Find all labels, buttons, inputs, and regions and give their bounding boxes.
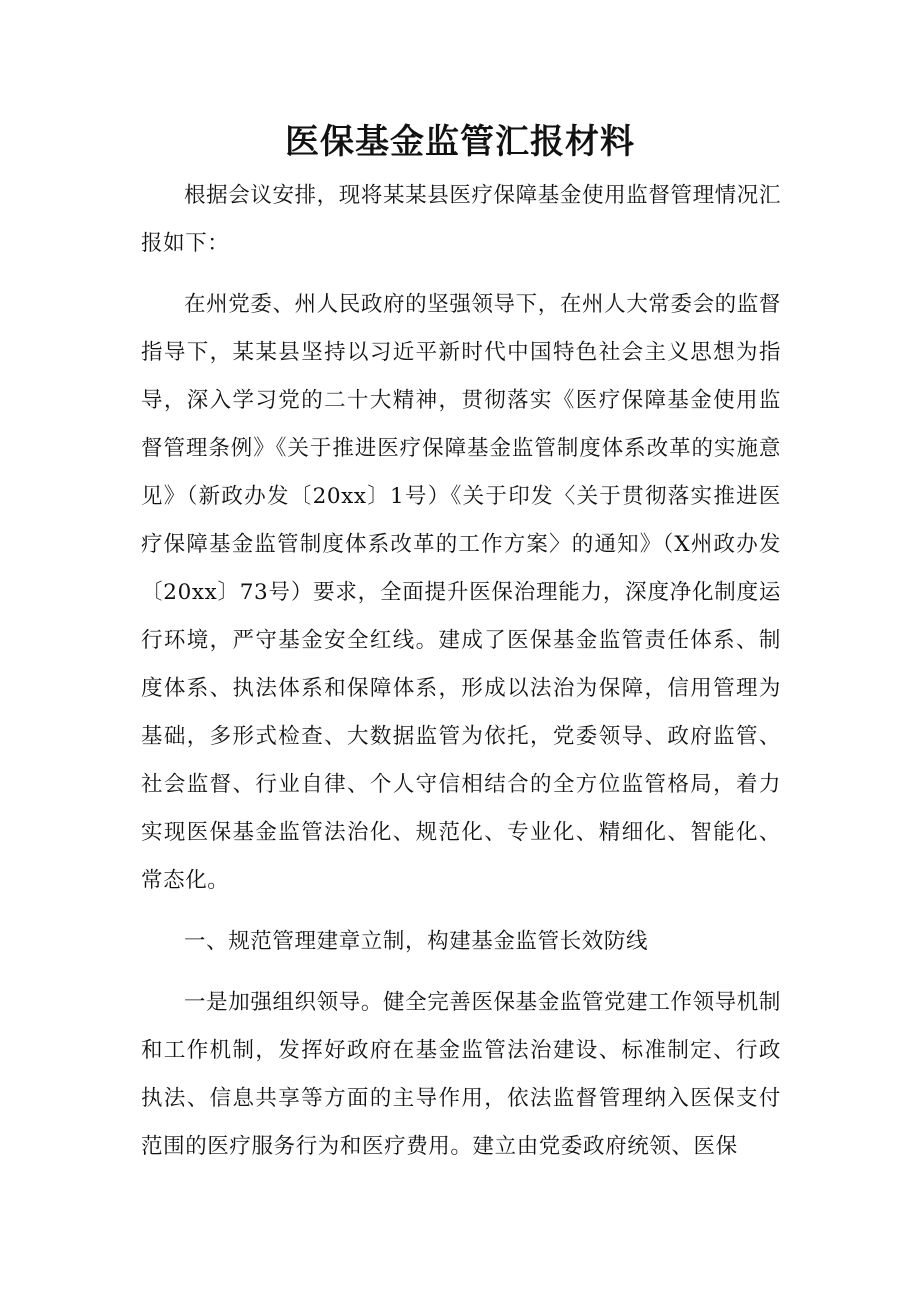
section-heading: 一、规范管理建章立制，构建基金监管长效防线: [184, 929, 649, 954]
document-body: [141, 172, 781, 1171]
document-title: 医保基金监管汇报材料: [285, 122, 635, 162]
background-paragraph: 在州党委、州人民政府的坚强领导下，在州人大常委会的监督指导下，某某县坚持以习近平新时代中国特色社会主义思想为指导，深入学习党的二十大精神，贯彻落实《医疗保障基金使用监督管理条例》《关于推进医疗保障基金监管制度体系改革的实施意见》（新政办发〔20xx〕1号）《关于印发〈关于贯彻落实推进医疗保障基金监管制度体系改革的工作方案〉的通知》（X州政办发〔20xx〕73号）要求，全面提升医保治理能力，深度净化制度运行环境，严守基金安全红线。建成了医保基金监管责任体系、制度体系、执法体系和保障体系，形成以法治为保障，信用管理为基础，多形式检查、大数据监管为依托，党委领导、政府监管、社会监督、行业自律、个人守信相结合的全方位监管格局，着力实现医保基金监管法治化、规范化、专业化、精细化、智能化、常态化。: [141, 292, 781, 893]
section-paragraph: 一是加强组织领导。健全完善医保基金监管党建工作领导机制和工作机制，发挥好政府在基金监管法治建设、标准制定、行政执法、信息共享等方面的主导作用，依法监督管理纳入医保支付范围的医疗服务行为和医疗费用。建立由党委政府统领、医保: [141, 990, 781, 1159]
intro-paragraph: 根据会议安排，现将某某县医疗保障基金使用监督管理情况汇报如下：: [141, 183, 781, 256]
